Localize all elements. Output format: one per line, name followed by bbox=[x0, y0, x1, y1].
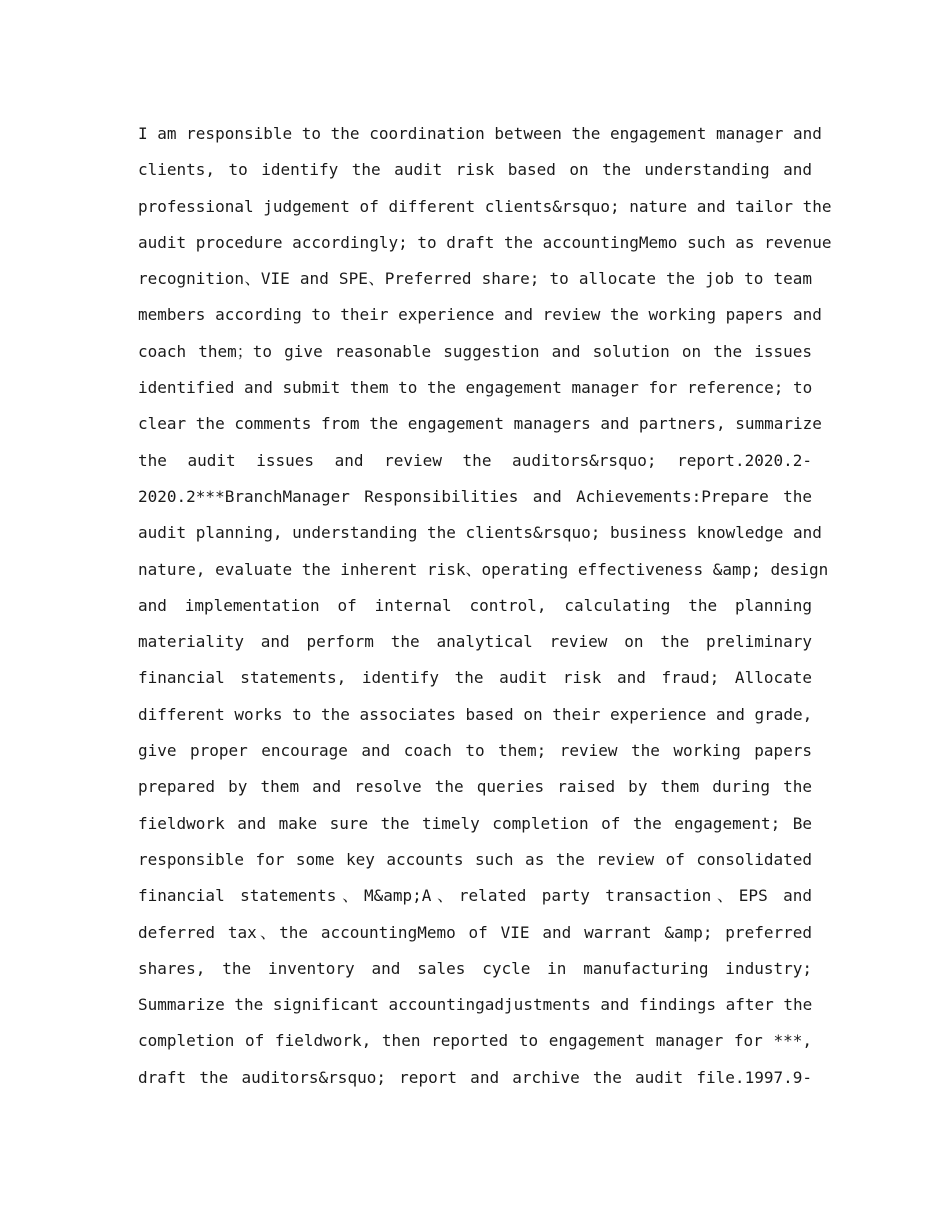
text-line: audit procedure accordingly; to draft the accountingMemo such as revenue bbox=[138, 232, 832, 252]
text-line: professional judgement of different clients&rsquo; nature and tailor the bbox=[138, 196, 832, 216]
text-line: deferred tax、the accountingMemo of VIE and warrant &amp; preferred bbox=[138, 922, 812, 942]
text-line: give proper encourage and coach to them; review the working papers bbox=[138, 741, 812, 761]
text-line: responsible for some key accounts such as the review of consolidated bbox=[138, 849, 812, 869]
text-line: members according to their experience and review the working papers and bbox=[138, 305, 822, 325]
text-line: prepared by them and resolve the queries raised by them during the bbox=[138, 777, 812, 797]
text-line: I am responsible to the coordination between the engagement manager and bbox=[138, 124, 822, 143]
text-line: audit planning, understanding the clients&rsquo; business knowledge and bbox=[138, 523, 822, 543]
text-line: different works to the associates based on their experience and grade, bbox=[138, 704, 813, 724]
text-line: fieldwork and make sure the timely completion of the engagement; Be bbox=[138, 813, 812, 833]
text-line: coach them；to give reasonable suggestion and solution on the issues bbox=[138, 341, 813, 361]
text-line: clients, to identify the audit risk based on the understanding and bbox=[138, 160, 812, 180]
text-line: materiality and perform the analytical review on the preliminary bbox=[138, 632, 812, 652]
text-line: and implementation of internal control, calculating the planning bbox=[138, 595, 812, 615]
text-line: the audit issues and review the auditors&rsquo; report.2020.2- bbox=[138, 450, 812, 470]
text-line: recognition、VIE and SPE、Preferred share; to allocate the job to team bbox=[138, 269, 812, 289]
text-line: completion of fieldwork, then reported to engagement manager for ***, bbox=[138, 1031, 812, 1051]
text-line: financial statements、M&amp;A、related party transaction、EPS and bbox=[138, 886, 812, 906]
text-line: identified and submit them to the engagement manager for reference; to bbox=[138, 378, 813, 398]
text-line: shares, the inventory and sales cycle in manufacturing industry; bbox=[138, 958, 812, 978]
text-line: draft the auditors&rsquo; report and archive the audit file.1997.9- bbox=[138, 1067, 812, 1087]
text-line: clear the comments from the engagement managers and partners, summarize bbox=[138, 414, 822, 434]
body-paragraph bbox=[138, 116, 832, 1096]
text-line: 2020.2***BranchManager Responsibilities and Achievements:Prepare the bbox=[138, 486, 812, 506]
text-line: nature, evaluate the inherent risk、operating effectiveness &amp; design bbox=[138, 559, 829, 579]
text-line: Summarize the significant accountingadjustments and findings after the bbox=[138, 995, 813, 1015]
text-line: financial statements, identify the audit risk and fraud; Allocate bbox=[138, 668, 812, 688]
